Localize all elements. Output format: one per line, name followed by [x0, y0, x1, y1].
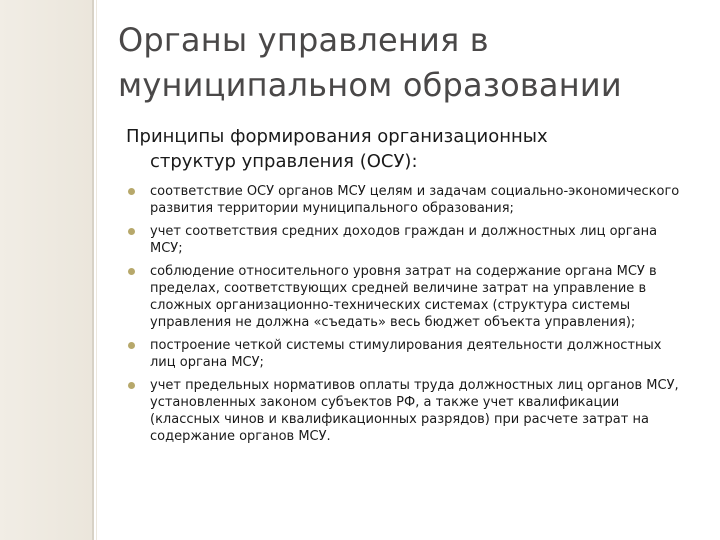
principles-list — [126, 183, 686, 451]
slide-title-line-1: Органы управления в — [118, 21, 489, 59]
list-item-text: построение четкой системы стимулирования деятельности должностных лиц органа МСУ; — [150, 338, 662, 370]
slide-subtitle-line-1: Принципы формирования организационных — [126, 126, 548, 147]
slide-subtitle — [126, 124, 686, 174]
list-item — [126, 263, 686, 331]
list-item-text: соблюдение относительного уровня затрат на содержание органа МСУ в пределах, соответствующих средней величине затрат на управление в сложных организационно-технических системах (структура системы управления не должна «съедать» весь бюджет объекта управления); — [150, 264, 657, 330]
list-item-text: учет соответствия средних доходов граждан и должностных лиц органа МСУ; — [150, 224, 658, 256]
bullet-dot-icon — [128, 342, 135, 349]
list-item-text: соответствие ОСУ органов МСУ целям и задачам социально-экономического развития территории муниципального образования; — [150, 184, 680, 216]
side-decoration-band — [0, 0, 92, 540]
bullet-dot-icon — [128, 382, 135, 389]
vertical-rule-thin — [96, 0, 97, 540]
slide-subtitle-line-2: структур управления (ОСУ): — [150, 151, 418, 172]
slide-title — [118, 18, 708, 108]
slide-title-line-2: муниципальном образовании — [118, 66, 622, 104]
bullet-dot-icon — [128, 228, 135, 235]
list-item — [126, 337, 686, 371]
bullet-dot-icon — [128, 268, 135, 275]
list-item — [126, 223, 686, 257]
list-item — [126, 183, 686, 217]
bullet-dot-icon — [128, 188, 135, 195]
list-item-text: учет предельных нормативов оплаты труда должностных лиц органов МСУ, установленных законом субъектов РФ, а также учет квалификации (классных чинов и квалификационных разрядов) при расчете затрат на содержание органов МСУ. — [150, 378, 679, 444]
list-item — [126, 377, 686, 445]
vertical-rule — [92, 0, 94, 540]
